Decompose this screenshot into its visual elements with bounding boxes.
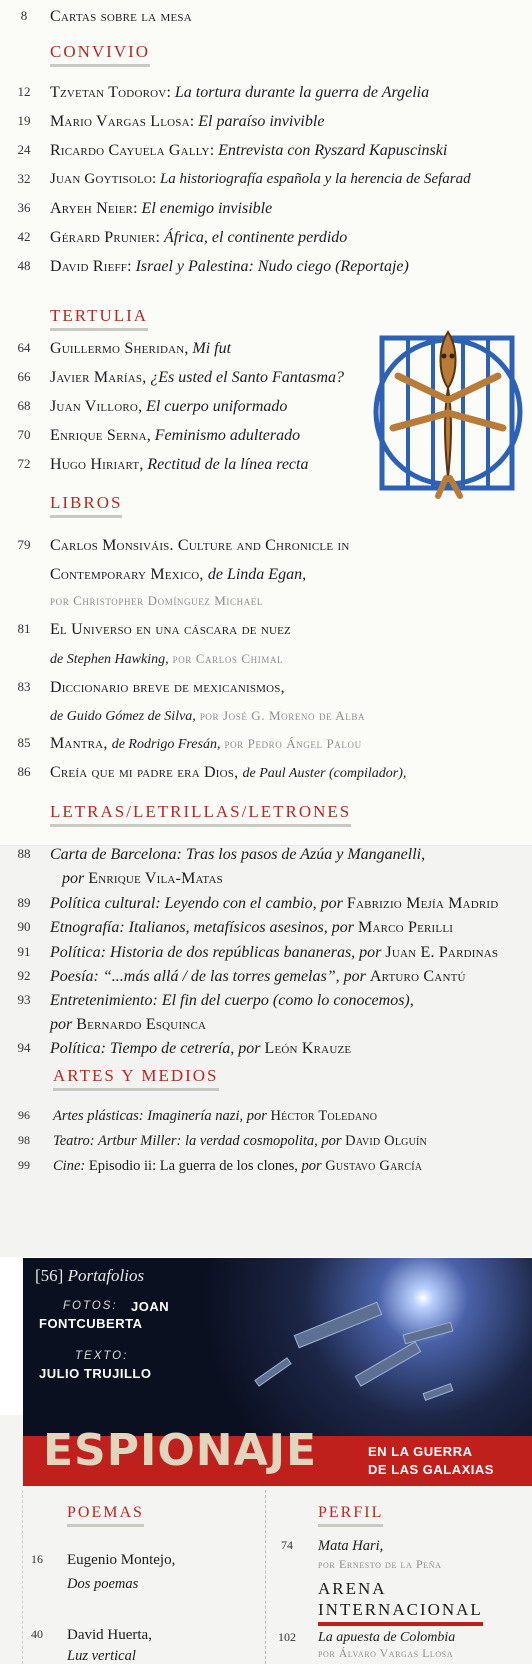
reviewer: por Carlos Chimal <box>172 651 284 666</box>
section-heading-artes: ARTES Y MEDIOS <box>53 1066 219 1085</box>
portafolios-feature[interactable] <box>23 1258 532 1486</box>
page-number: 40 <box>31 1627 43 1641</box>
spaceship-shape <box>355 1341 422 1386</box>
page-number: 66 <box>17 369 31 384</box>
author: Bernardo Esquinca <box>76 1016 207 1033</box>
work-title: Política: Historia de dos repúblicas bananeras, <box>50 944 356 961</box>
author: Eugenio Montejo, <box>67 1552 176 1568</box>
page-number: 94 <box>17 1040 31 1055</box>
page-number: 85 <box>17 735 31 750</box>
portafolios-page: [56] <box>35 1266 64 1285</box>
work-title: Poesía: “...más allá / de las torres gemelas”, <box>50 968 340 985</box>
book-author: de Stephen Hawking, <box>50 652 169 667</box>
banner-subtitle: DE LAS GALAXIAS <box>368 1462 494 1477</box>
author: Aryeh Neier <box>50 200 134 217</box>
work-category: Cine: <box>53 1158 89 1174</box>
by-label: por <box>327 919 359 936</box>
by-label: por <box>355 944 386 961</box>
arena-heading-line: ARENA <box>318 1579 387 1598</box>
page-number: 88 <box>17 846 31 861</box>
page-number: 90 <box>17 919 31 934</box>
author: León Krauze <box>264 1040 352 1057</box>
book-author: de Paul Auster (compilador), <box>242 766 407 781</box>
author: Fabrizio Mejía Madrid <box>346 895 499 912</box>
work-title: Etnografía: Italianos, metafísicos asesinos, <box>50 919 328 936</box>
author: Javier Marías <box>50 369 143 386</box>
reviewer: por Ernesto de la Peña <box>318 1557 442 1571</box>
author: Juan Goytisolo <box>50 171 153 187</box>
page-number: 99 <box>18 1158 30 1172</box>
section-heading-letras: LETRAS/LETRILLAS/LETRONES <box>50 802 352 821</box>
page-number: 89 <box>17 895 31 910</box>
by-label: por <box>316 895 347 912</box>
page-number: 12 <box>17 84 31 99</box>
work-title: Episodio ii: La guerra de los clones, <box>88 1158 298 1174</box>
author: Marco Perilli <box>358 919 454 936</box>
work-title: La tortura durante la guerra de Argelia <box>174 84 430 101</box>
spaceship-shape <box>403 1322 454 1345</box>
vitruvian-figure-illustration <box>368 318 526 506</box>
by-label: por <box>62 870 89 887</box>
author: Enrique Serna <box>50 427 147 444</box>
work-title: ¿Es usted el Santo Fantasma? <box>150 369 345 386</box>
work-title: El enemigo invisible <box>141 200 273 217</box>
section-heading-tertulia: TERTULIA <box>50 306 149 325</box>
page-number: 86 <box>17 764 31 779</box>
work-title: Mata Hari, <box>318 1538 384 1554</box>
entry-title: Cartas sobre la mesa <box>50 8 192 25</box>
page-number: 70 <box>17 427 31 442</box>
author: David Olguín <box>345 1133 427 1149</box>
book-title: Carlos Monsiváis. Culture and Chronicle in <box>50 537 350 554</box>
page-number: 91 <box>17 944 31 959</box>
page-number: 64 <box>17 340 31 355</box>
page-number: 19 <box>17 113 31 128</box>
work-title: Artes plásticas: Imaginería nazi, <box>53 1108 244 1124</box>
fotos-name: JOAN <box>131 1299 170 1314</box>
page-number: 42 <box>17 229 31 244</box>
by-label: por <box>50 1016 77 1033</box>
page-number: 72 <box>17 456 31 471</box>
author: Juan Villoro <box>50 398 139 415</box>
page-number: 93 <box>17 992 31 1007</box>
work-title: El paraíso invivible <box>198 113 325 130</box>
spaceship-shape <box>254 1357 291 1386</box>
page-number: 8 <box>20 8 28 23</box>
arena-heading-line: INTERNACIONAL <box>318 1600 483 1626</box>
author: Enrique Vila-Matas <box>88 870 223 887</box>
author: Tzvetan Todorov <box>50 84 167 101</box>
book-title: Creía que mi padre era Dios, <box>50 764 243 781</box>
page-number: 83 <box>17 679 31 694</box>
reviewer: por Álvaro Vargas Llosa <box>318 1648 454 1660</box>
portafolios-label: Portafolios <box>67 1266 145 1285</box>
work-title: Feminismo adulterado <box>154 427 301 444</box>
work-title: África, el continente perdido <box>163 229 348 246</box>
work-title: Política cultural: Leyendo con el cambio, <box>50 895 317 912</box>
page-number: 92 <box>17 968 31 983</box>
page-number: 24 <box>17 142 31 157</box>
page-number: 32 <box>17 171 31 186</box>
reviewer: por José G. Moreno de Alba <box>199 708 366 723</box>
fotos-name: FONTCUBERTA <box>39 1316 143 1331</box>
author: Héctor Toledano <box>270 1108 378 1124</box>
book-title: El Universo en una cáscara de nuez <box>50 621 291 638</box>
work-title: Teatro: Artbur Miller: la verdad cosmopolita, <box>53 1133 318 1149</box>
page-number: 79 <box>17 537 31 552</box>
work-title: El cuerpo uniformado <box>146 398 288 415</box>
by-label: por <box>234 1040 265 1057</box>
author: Arturo Cantú <box>369 968 466 985</box>
texto-label: TEXTO: <box>75 1350 129 1362</box>
section-heading-libros: LIBROS <box>50 493 123 512</box>
work-title: La apuesta de Colombia <box>318 1630 456 1645</box>
page-number: 98 <box>18 1133 30 1147</box>
work-title: Mi fut <box>192 340 232 357</box>
author: Gustavo García <box>325 1158 423 1174</box>
section-heading-perfil: PERFIL <box>318 1504 384 1521</box>
author: Guillermo Sheridan <box>50 340 185 357</box>
book-author: de Linda Egan, <box>207 566 307 583</box>
author: Gérard Prunier <box>50 229 156 246</box>
column-divider <box>265 1490 266 1664</box>
book-author: de Rodrigo Fresán, <box>111 737 221 752</box>
author: Hugo Hiriart <box>50 456 140 473</box>
author: Mario Vargas Llosa <box>50 113 190 130</box>
by-label: por <box>339 968 370 985</box>
work-title: Entretenimiento: El fin del cuerpo (como lo conocemos), <box>50 992 414 1009</box>
by-label: por <box>297 1158 326 1174</box>
work-title: Luz vertical <box>67 1648 136 1664</box>
work-title: Rectitud de la línea recta <box>147 456 309 473</box>
reviewer: por Christopher Domínguez Michael <box>50 593 264 608</box>
author: David Huerta, <box>67 1627 152 1643</box>
fotos-label: FOTOS: <box>63 1300 118 1312</box>
section-heading-poemas: POEMAS <box>67 1504 144 1521</box>
page-number: 48 <box>17 258 31 273</box>
by-label: por <box>317 1133 346 1149</box>
section-heading-convivio: CONVIVIO <box>50 42 151 61</box>
work-title: Política: Tiempo de cetrería, <box>50 1040 235 1057</box>
work-title: Dos poemas <box>67 1576 139 1592</box>
spaceship-shape <box>423 1383 454 1401</box>
espionaje-title: ESPIONAJE <box>43 1425 318 1476</box>
page-number: 96 <box>18 1108 30 1122</box>
work-title: Entrevista con Ryszard Kapuscinski <box>218 142 448 159</box>
book-author: de Guido Gómez de Silva, <box>50 709 196 724</box>
reviewer: por Pedro Ángel Palou <box>224 736 362 751</box>
spaceship-shape <box>294 1302 383 1349</box>
portafolios-heading <box>35 1266 144 1286</box>
work-title: La historiografía española y la herencia de Sefarad <box>159 171 471 187</box>
texto-name: JULIO TRUJILLO <box>39 1366 152 1381</box>
page-number: 74 <box>281 1538 293 1552</box>
by-label: por <box>243 1108 271 1124</box>
page-number: 16 <box>31 1552 43 1566</box>
author: David Rieff <box>50 258 128 275</box>
author: Juan E. Pardinas <box>385 944 499 961</box>
book-title: Diccionario breve de mexicanismos, <box>50 679 285 696</box>
page-number: 81 <box>17 621 31 636</box>
page-number: 36 <box>17 200 31 215</box>
work-title: Israel y Palestina: Nudo ciego (Reportaje) <box>135 258 409 275</box>
page-number: 68 <box>17 398 31 413</box>
page-number: 102 <box>278 1630 296 1644</box>
book-title: Mantra, <box>50 735 112 752</box>
banner-subtitle: EN LA GUERRA <box>368 1444 473 1459</box>
book-title: Contemporary Mexico, <box>50 566 208 583</box>
work-title: Carta de Barcelona: Tras los pasos de Azúa y Manganelli, <box>50 846 426 863</box>
author: Ricardo Cayuela Gally <box>50 142 210 159</box>
